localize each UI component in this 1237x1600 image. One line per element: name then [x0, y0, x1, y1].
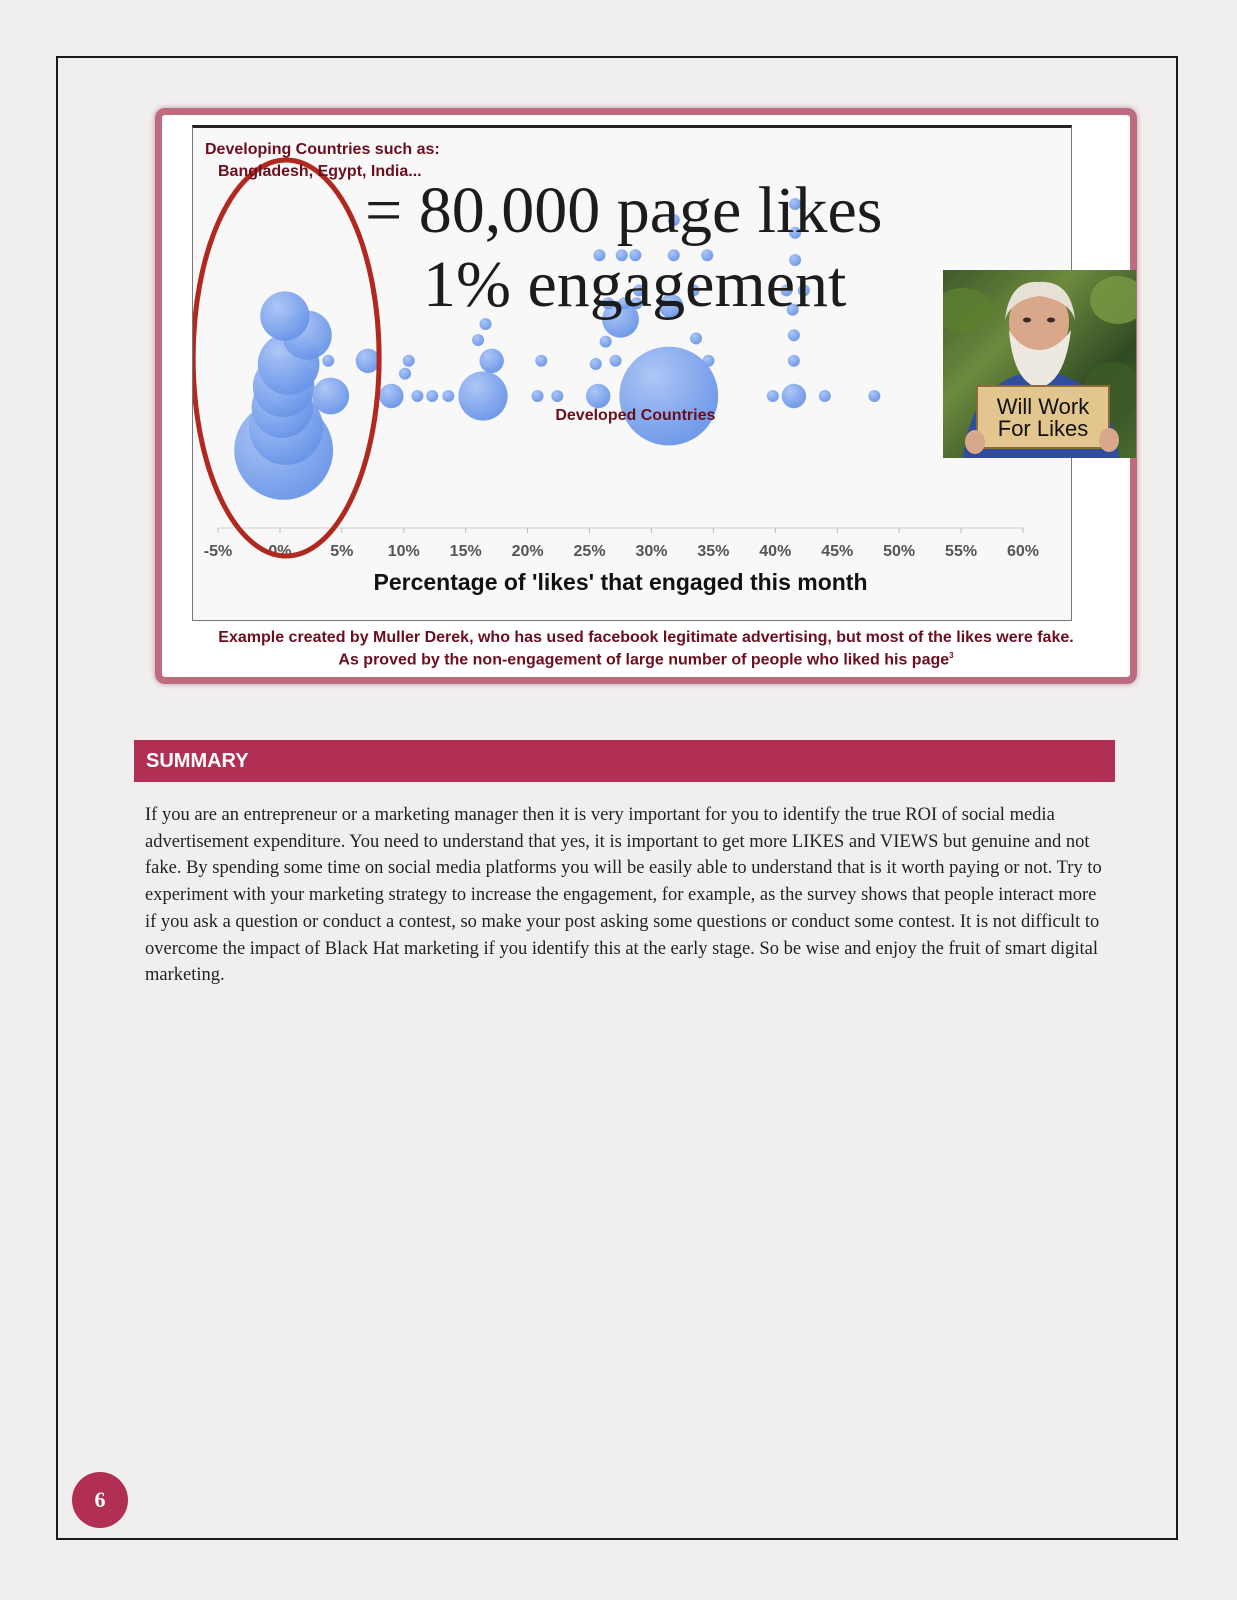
developed-bubble — [610, 355, 622, 367]
sign-text-line1: Will Work — [996, 394, 1090, 419]
developed-bubble — [379, 384, 403, 408]
developed-countries-label: Developed Countries — [555, 407, 716, 424]
developing-countries-label: Developing Countries such as: — [205, 141, 440, 158]
developed-bubble — [356, 349, 380, 373]
developed-bubble — [690, 332, 702, 344]
developed-bubble — [788, 355, 800, 367]
developed-bubble — [788, 329, 800, 341]
developing-countries-examples: Bangladesh, Egypt, India... — [218, 163, 422, 180]
x-tick-label: 35% — [697, 543, 730, 560]
x-tick-label: 45% — [821, 543, 854, 560]
developing-bubble — [260, 291, 309, 340]
developed-bubble — [535, 355, 547, 367]
summary-paragraph: If you are an entrepreneur or a marketing manager then it is very important for you to identify the true ROI of social media advertisement expenditure. You need to understand that yes, it is important to get more LIKES and VIEWS but genuine and not fake. By spending some time on social media platforms you will be easily able to understand that is it worth paying or not. Try to experiment with your marketing strategy to increase the engagement, for example, as the survey shows that people interact more if you ask a question or conduct a contest, so make your post asking some questions or conduct some contest. It is not difficult to overcome the impact of Black Hat marketing if you identify this at the early stage. So be wise and enjoy the fruit of smart digital marketing. — [145, 805, 1102, 986]
x-tick-label: 50% — [883, 543, 916, 560]
developed-bubble — [868, 390, 880, 402]
developed-bubble — [551, 390, 563, 402]
x-tick-label: 60% — [1006, 543, 1040, 560]
developed-bubble — [480, 349, 504, 373]
footnote-marker: 3 — [949, 651, 954, 660]
x-tick-label: 5% — [330, 543, 354, 560]
developed-bubble — [403, 355, 415, 367]
summary-heading: SUMMARY — [134, 740, 1115, 782]
x-tick-label: -5% — [203, 543, 233, 560]
x-axis-title: Percentage of 'likes' that engaged this month — [373, 569, 868, 595]
man-illustration — [943, 270, 1136, 458]
developed-bubble — [458, 371, 507, 420]
headline-engagement: 1% engagement — [423, 248, 847, 321]
x-tick-label: 30% — [635, 543, 668, 560]
figure-frame — [155, 108, 1137, 684]
headline-page-likes: = 80,000 page likes — [365, 174, 883, 247]
developed-bubble — [472, 334, 484, 346]
developed-bubble — [590, 358, 602, 370]
figure-caption-line2 — [162, 651, 1130, 669]
developed-bubble — [767, 390, 779, 402]
sign-text-line2: For Likes — [997, 416, 1089, 441]
x-tick-label: 40% — [759, 543, 792, 560]
x-tick-label: 10% — [387, 543, 420, 560]
developed-bubble — [312, 378, 349, 415]
developed-bubble — [411, 390, 423, 402]
developed-bubble — [322, 355, 334, 367]
bubble-chart — [193, 128, 1071, 621]
developed-bubble — [532, 390, 544, 402]
bubble-chart-area — [192, 125, 1090, 621]
x-tick-label: 0% — [268, 543, 292, 560]
x-tick-label: 25% — [573, 543, 606, 560]
x-tick-label: 55% — [945, 543, 978, 560]
developed-bubble — [782, 384, 806, 408]
man-with-sign-photo — [943, 270, 1136, 458]
developed-bubble — [586, 384, 610, 408]
developed-bubble — [819, 390, 831, 402]
developed-bubble — [426, 390, 438, 402]
x-tick-label: 15% — [449, 543, 482, 560]
developed-bubble — [702, 355, 714, 367]
developed-bubble — [399, 368, 411, 380]
figure-caption-line2-text: As proved by the non-engagement of large number of people who liked his page — [338, 651, 950, 669]
x-tick-label: 20% — [511, 543, 544, 560]
developed-bubble — [600, 336, 612, 348]
figure-caption-line1: Example created by Muller Derek, who has used facebook legitimate advertising, but most of the likes were fake. — [218, 629, 1074, 646]
developed-bubble — [442, 390, 454, 402]
page-number: 6 — [72, 1472, 128, 1528]
